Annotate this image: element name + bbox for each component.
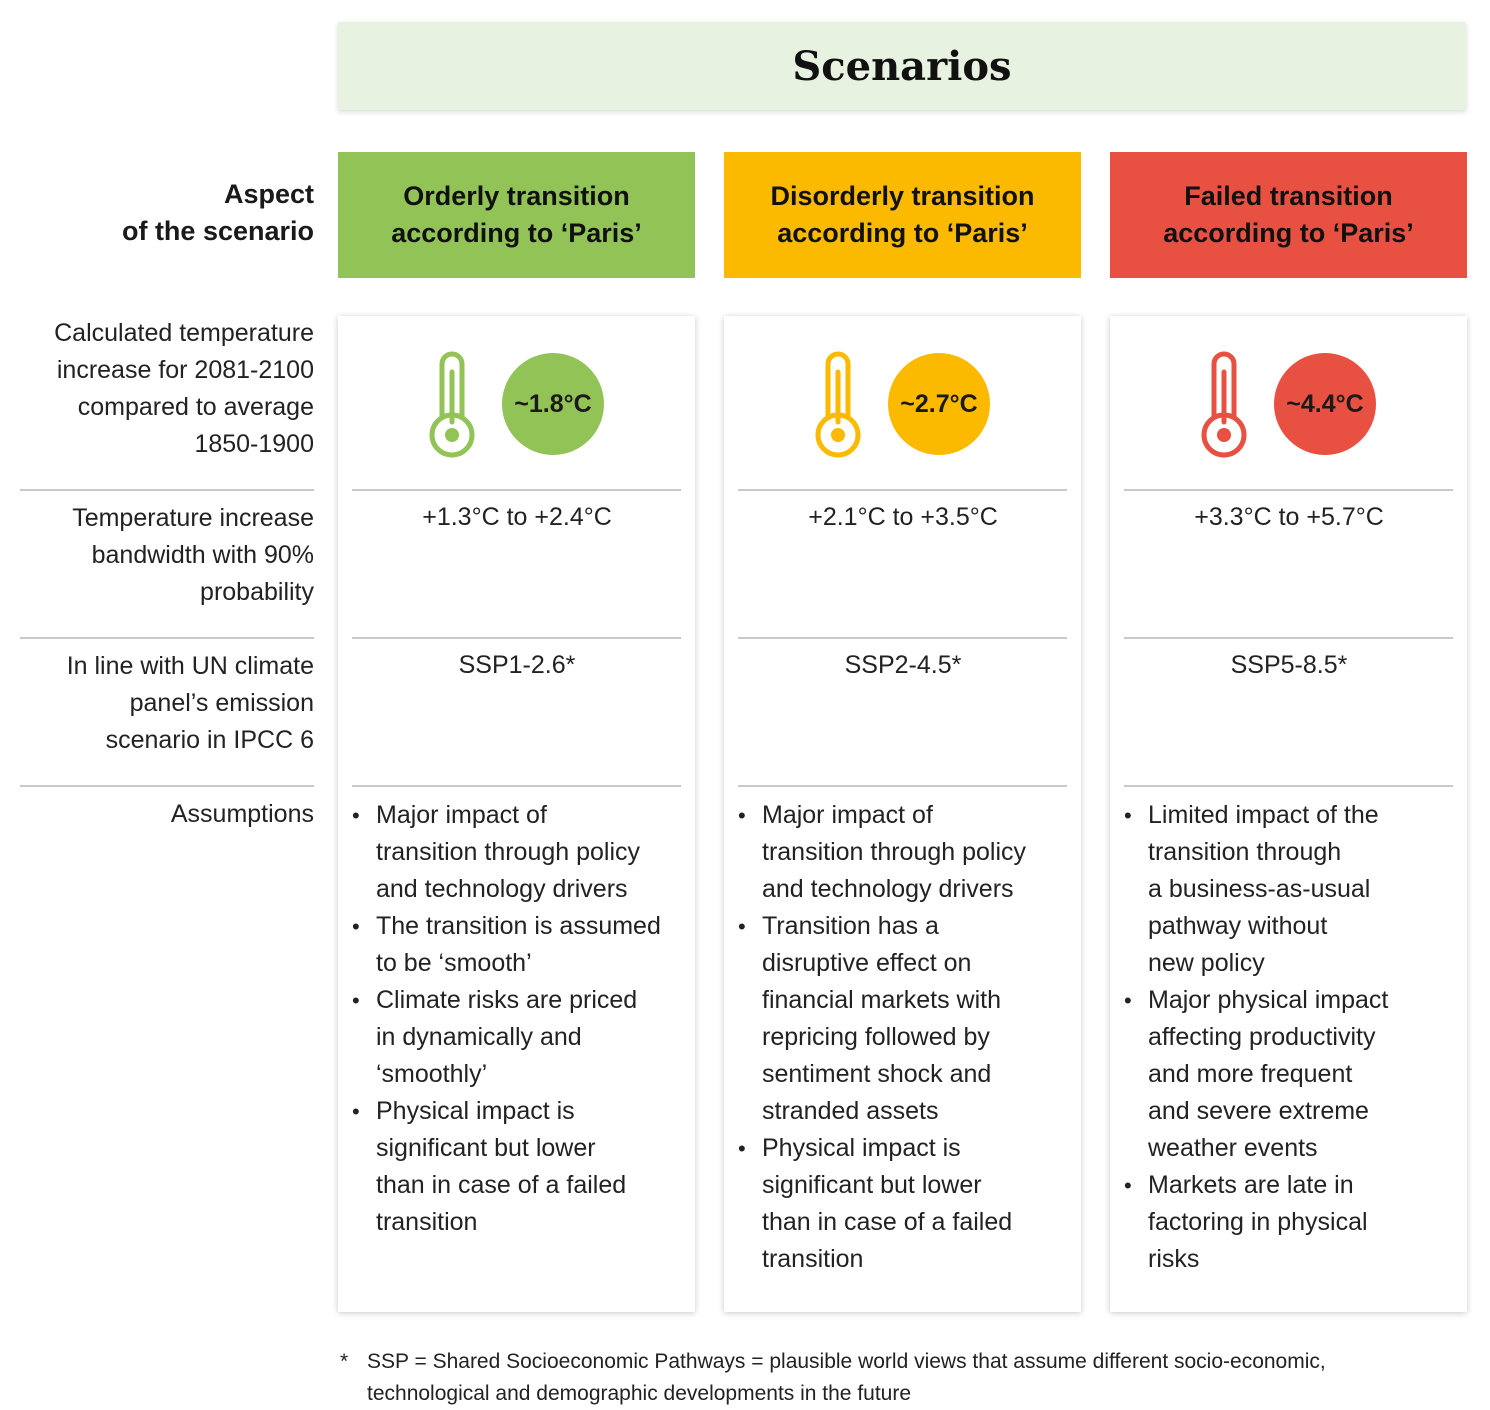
- footnote-marker: *: [340, 1350, 349, 1373]
- assumption-line: and severe extreme: [1148, 1097, 1369, 1125]
- assumption-line: factoring in physical: [1148, 1208, 1368, 1236]
- divider: [1124, 637, 1453, 639]
- footnote: [340, 1346, 1460, 1410]
- bandwidth-value: +1.3°C to +2.4°C: [422, 503, 612, 531]
- assumption-line: stranded assets: [762, 1097, 939, 1125]
- assumption-item: [338, 1093, 688, 1241]
- temperature-value: ~4.4°C: [1286, 389, 1364, 418]
- assumption-line: • Transition has a: [762, 912, 939, 940]
- row-label-line: compared to average: [77, 393, 314, 421]
- row-label-line: 1850-1900: [194, 430, 314, 458]
- assumption-line: and more frequent: [1148, 1060, 1353, 1088]
- assumption-line: significant but lower: [376, 1134, 596, 1162]
- assumption-line: weather events: [1148, 1134, 1318, 1162]
- temperature-circle: [502, 353, 604, 455]
- assumption-line: in dynamically and: [376, 1023, 582, 1051]
- aspect-header-line: of the scenario: [121, 216, 314, 246]
- row-label-line: Calculated temperature: [54, 319, 314, 347]
- scenario-name: Orderly transition according to ‘Paris’: [391, 181, 642, 248]
- row-label-line: In line with UN climate: [66, 652, 314, 680]
- assumption-line: transition through: [1148, 838, 1342, 866]
- assumption-item: [724, 908, 1074, 1130]
- thermometer-icon: [1198, 350, 1250, 458]
- scenario-header-failed: [1110, 152, 1467, 278]
- row-label-line: panel’s emission: [129, 689, 314, 717]
- page-title: Scenarios: [792, 42, 1012, 90]
- assumption-line: • Climate risks are priced: [376, 986, 638, 1014]
- scenario-header-orderly: [338, 152, 695, 278]
- scenario-name: Failed transition according to ‘Paris’: [1163, 181, 1414, 248]
- assumption-line: transition through policy: [762, 838, 1027, 866]
- assumption-line: pathway without: [1148, 912, 1328, 940]
- divider: [352, 489, 681, 491]
- assumption-line: • Major impact of: [376, 801, 547, 829]
- assumption-line: risks: [1148, 1245, 1200, 1273]
- assumption-line: a business-as-usual: [1148, 875, 1371, 903]
- divider: [1124, 785, 1453, 787]
- assumption-item: [724, 1130, 1074, 1278]
- divider: [1124, 489, 1453, 491]
- row-label-assumptions: [20, 796, 314, 833]
- scenario-header-disorderly: [724, 152, 1081, 278]
- assumption-line: than in case of a failed: [376, 1171, 627, 1199]
- row-label-line: bandwidth with 90%: [91, 541, 314, 569]
- row-label-line: probability: [200, 578, 314, 606]
- assumption-line: • Limited impact of the: [1148, 801, 1379, 829]
- assumption-item: [338, 908, 688, 982]
- footnote-line: technological and demographic developments in the future: [367, 1382, 912, 1405]
- assumption-line: and technology drivers: [376, 875, 628, 903]
- temperature-circle: [888, 353, 990, 455]
- divider: [352, 785, 681, 787]
- row-label-bandwidth: [20, 500, 314, 611]
- divider: [738, 637, 1067, 639]
- divider: [20, 489, 314, 491]
- assumption-line: • Physical impact is: [762, 1134, 961, 1162]
- assumption-item: [724, 797, 1074, 908]
- divider: [20, 637, 314, 639]
- aspect-header: [20, 176, 314, 250]
- assumption-line: • The transition is assumed: [376, 912, 661, 940]
- assumption-line: disruptive effect on: [762, 949, 972, 977]
- ssp-value: SSP5-8.5*: [1230, 651, 1348, 679]
- row-label-line: Temperature increase: [72, 504, 314, 532]
- assumption-line: than in case of a failed: [762, 1208, 1013, 1236]
- assumptions-list: [1110, 797, 1460, 1278]
- thermometer-icon: [426, 350, 478, 458]
- assumption-item: [338, 982, 688, 1093]
- scenarios-banner: [338, 22, 1466, 110]
- row-label-line: Assumptions: [170, 800, 314, 828]
- assumption-line: repricing followed by: [762, 1023, 990, 1051]
- assumption-line: transition: [762, 1245, 864, 1273]
- assumption-item: [1110, 797, 1460, 982]
- ssp-value: SSP1-2.6*: [458, 651, 576, 679]
- assumption-line: to be ‘smooth’: [376, 949, 532, 977]
- bandwidth-value: +2.1°C to +3.5°C: [808, 503, 998, 531]
- assumption-line: transition: [376, 1208, 478, 1236]
- temperature-value: ~1.8°C: [514, 389, 592, 418]
- row-label-ipcc: [20, 648, 314, 759]
- ssp-value: SSP2-4.5*: [844, 651, 962, 679]
- aspect-header-line: Aspect: [223, 179, 314, 209]
- assumption-line: financial markets with: [762, 986, 1001, 1014]
- bandwidth-value: +3.3°C to +5.7°C: [1194, 503, 1384, 531]
- assumption-item: [1110, 982, 1460, 1167]
- temperature-circle: [1274, 353, 1376, 455]
- assumption-item: [338, 797, 688, 908]
- row-label-line: scenario in IPCC 6: [105, 726, 314, 754]
- row-label-line: increase for 2081-2100: [56, 356, 314, 384]
- assumptions-list: [724, 797, 1074, 1278]
- assumption-line: ‘smoothly’: [376, 1060, 488, 1088]
- assumption-line: • Major physical impact: [1148, 986, 1389, 1014]
- scenario-name: Disorderly transition according to ‘Paris’: [770, 181, 1035, 248]
- assumption-line: • Markets are late in: [1148, 1171, 1354, 1199]
- assumption-line: and technology drivers: [762, 875, 1014, 903]
- assumption-line: • Major impact of: [762, 801, 933, 829]
- divider: [352, 637, 681, 639]
- assumption-item: [1110, 1167, 1460, 1278]
- assumption-line: affecting productivity: [1148, 1023, 1376, 1051]
- assumption-line: significant but lower: [762, 1171, 982, 1199]
- thermometer-icon: [812, 350, 864, 458]
- temperature-value: ~2.7°C: [900, 389, 978, 418]
- divider: [738, 785, 1067, 787]
- divider: [738, 489, 1067, 491]
- assumptions-list: [338, 797, 688, 1241]
- assumption-line: • Physical impact is: [376, 1097, 575, 1125]
- assumption-line: sentiment shock and: [762, 1060, 992, 1088]
- row-label-temperature: [20, 315, 314, 463]
- assumption-line: transition through policy: [376, 838, 641, 866]
- divider: [20, 785, 314, 787]
- footnote-line: SSP = Shared Socioeconomic Pathways = plausible world views that assume different socio-economic,: [367, 1350, 1326, 1373]
- assumption-line: new policy: [1148, 949, 1265, 977]
